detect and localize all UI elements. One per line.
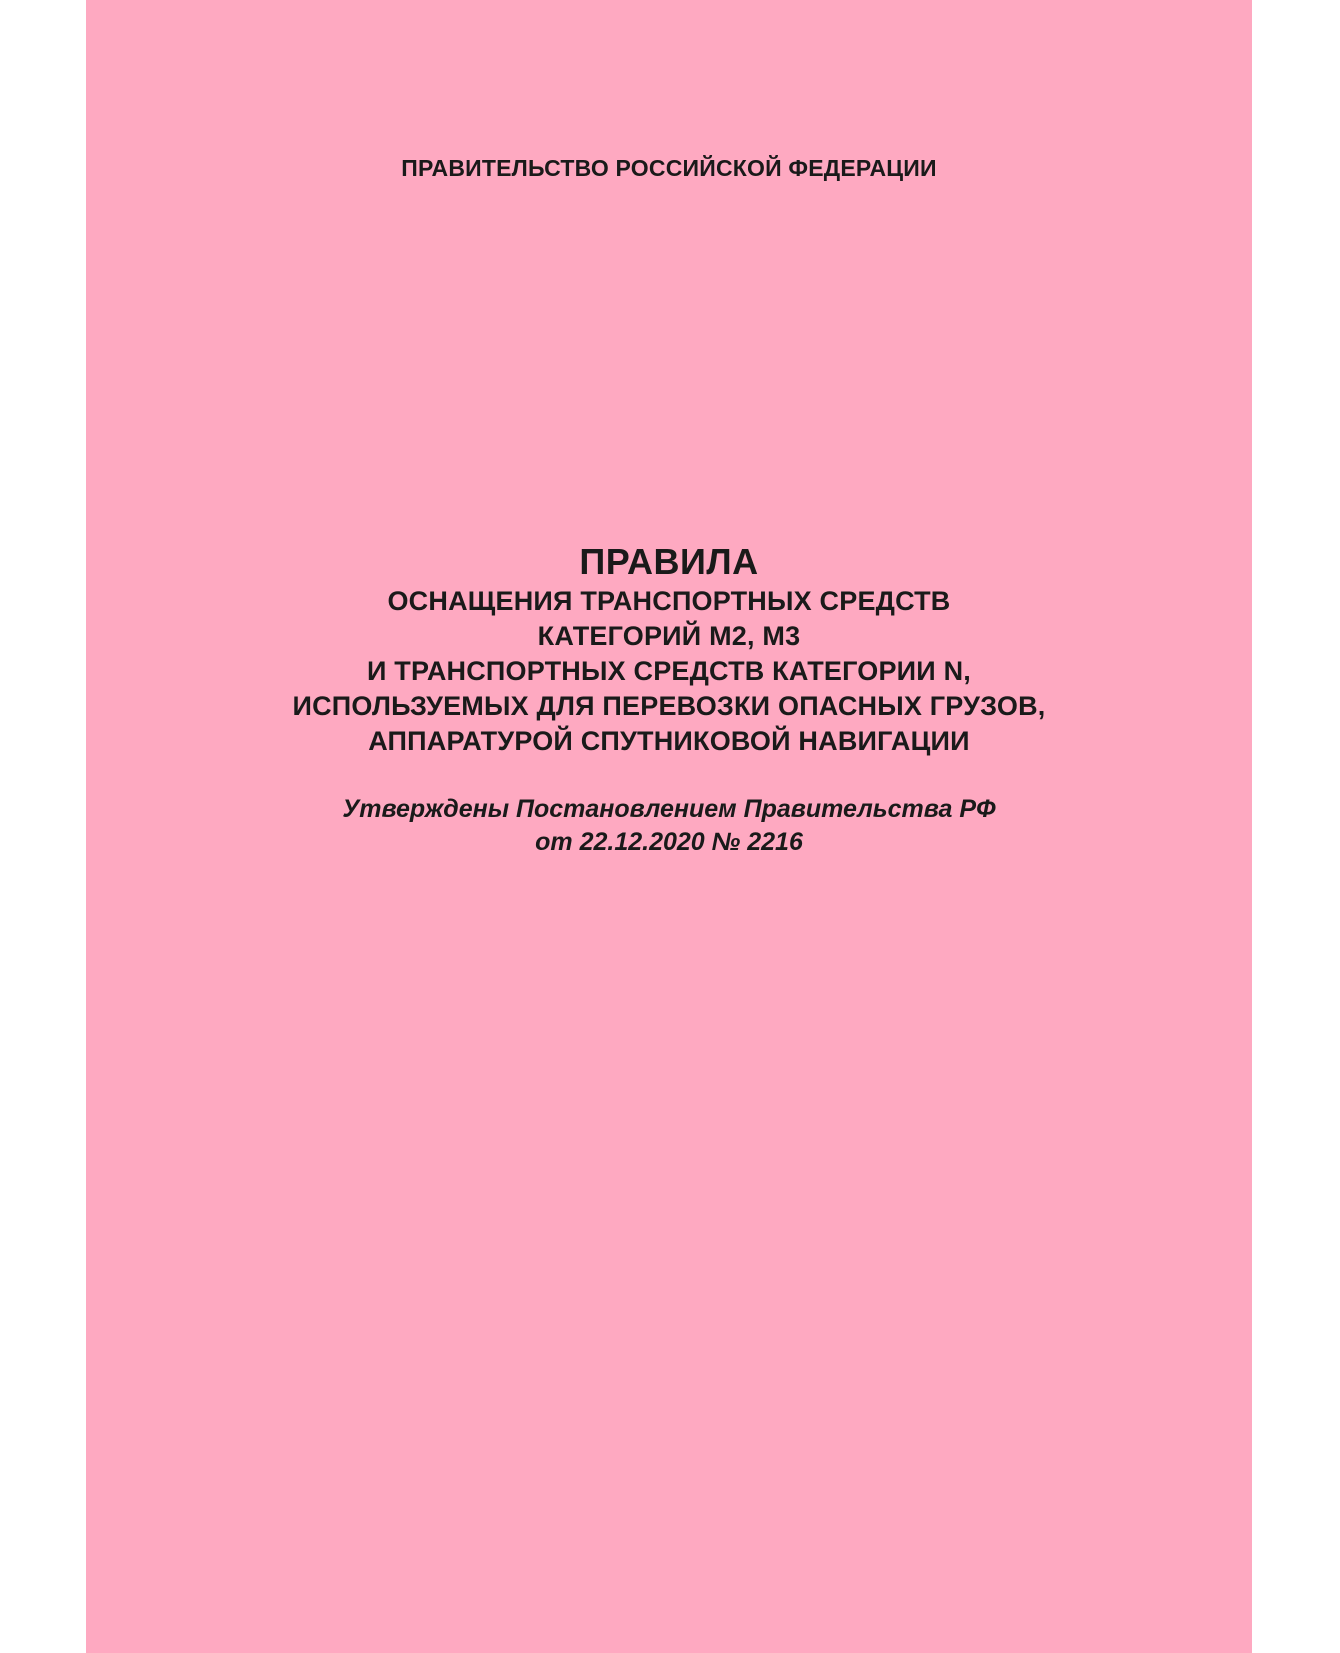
subtitle-line-1: ОСНАЩЕНИЯ ТРАНСПОРТНЫХ СРЕДСТВ bbox=[387, 586, 951, 616]
subtitle-line-2: КАТЕГОРИЙ M2, M3 bbox=[537, 621, 801, 651]
approval-line-1: Утверждены Постановлением Правительства РФ bbox=[342, 795, 996, 823]
document-title: ПРАВИЛА bbox=[579, 541, 759, 582]
subtitle-line-5: АППАРАТУРОЙ СПУТНИКОВОЙ НАВИГАЦИИ bbox=[368, 726, 970, 756]
issuer-heading: ПРАВИТЕЛЬСТВО РОССИЙСКОЙ ФЕДЕРАЦИИ bbox=[401, 155, 937, 181]
document-title-block bbox=[86, 540, 1252, 759]
approval-note bbox=[86, 793, 1252, 859]
subtitle-line-4: ИСПОЛЬЗУЕМЫХ ДЛЯ ПЕРЕВОЗКИ ОПАСНЫХ ГРУЗОВ, bbox=[292, 691, 1046, 721]
book-cover bbox=[86, 0, 1252, 1653]
subtitle-line-3: И ТРАНСПОРТНЫХ СРЕДСТВ КАТЕГОРИИ N, bbox=[366, 656, 971, 686]
approval-line-2: от 22.12.2020 № 2216 bbox=[535, 828, 803, 856]
